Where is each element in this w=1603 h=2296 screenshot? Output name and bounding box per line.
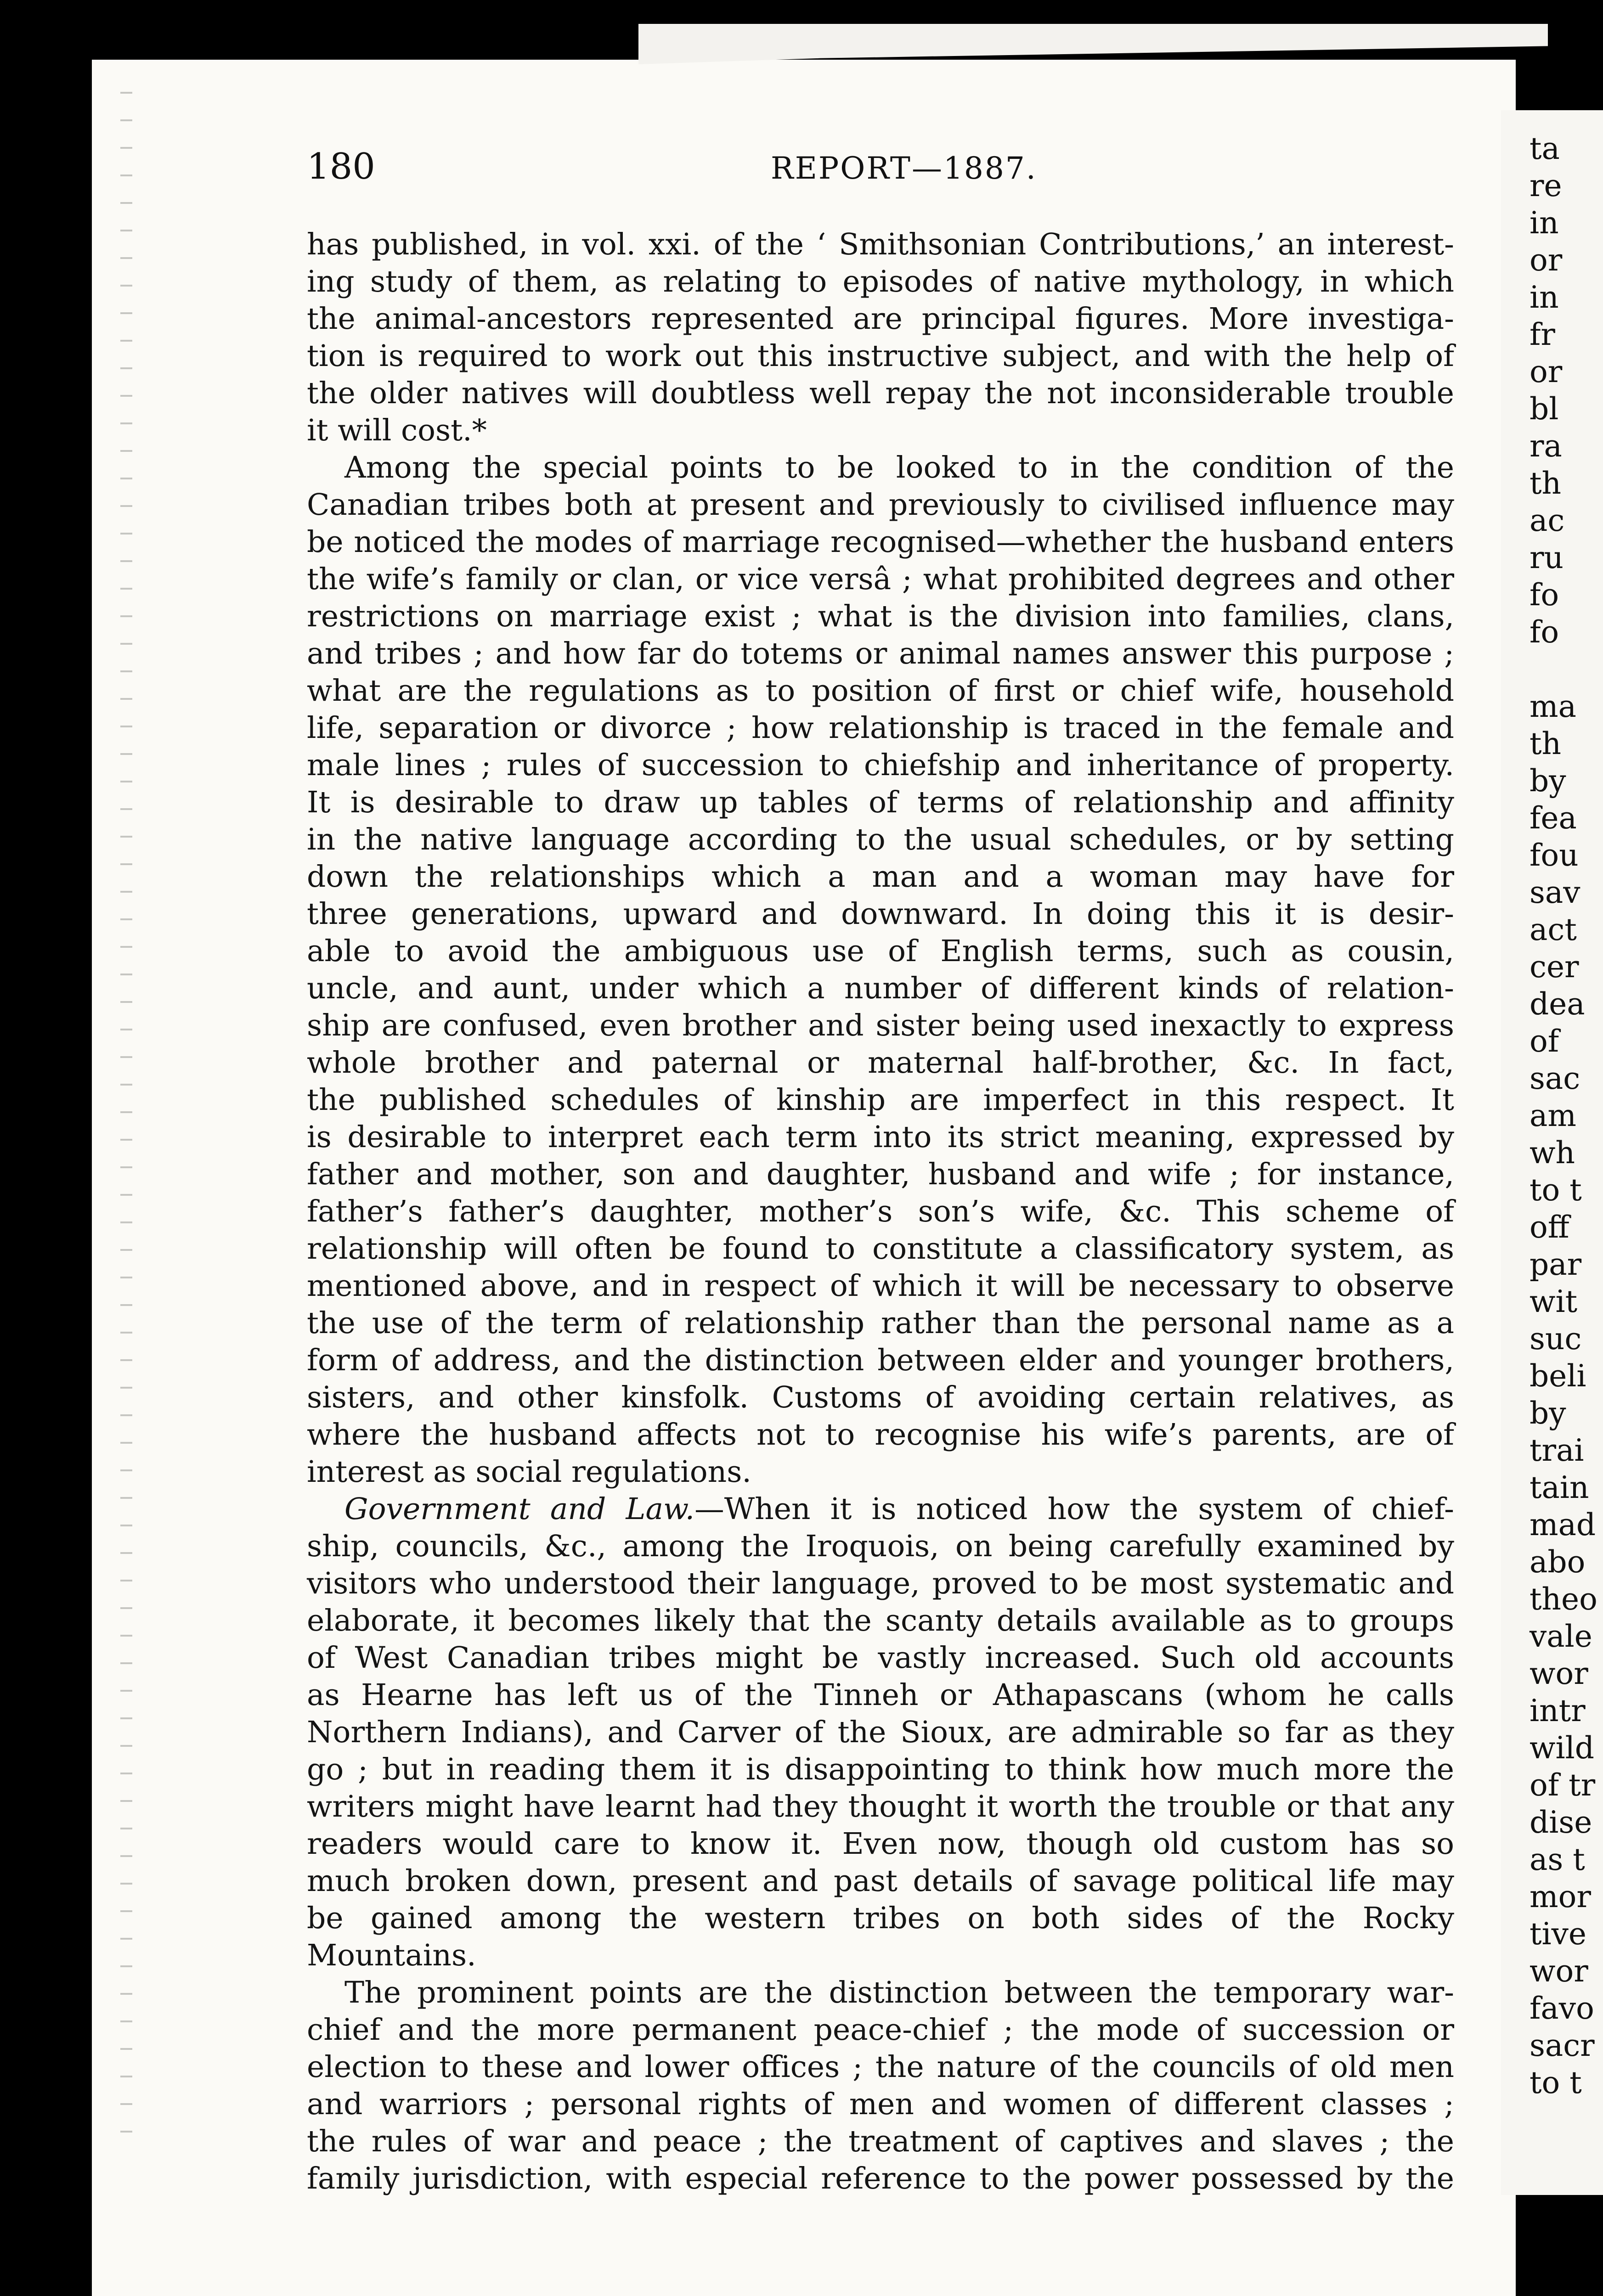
text-line: [307, 1825, 1454, 1863]
adjacent-page-word-fragment: suc: [1530, 1321, 1582, 1356]
adjacent-page-word-fragment: fr: [1530, 317, 1555, 352]
adjacent-page-word-fragment: th: [1530, 726, 1562, 761]
text-line: [307, 1230, 1454, 1267]
line-text: three generations, upward and downward. In doing this it is desir-: [307, 897, 1454, 931]
adjacent-page-word-fragment: ma: [1530, 689, 1576, 724]
line-text: the use of the term of relationship rather than the personal name as a: [307, 1306, 1454, 1340]
line-text: and warriors ; personal rights of men and women of different classes ;: [307, 2087, 1454, 2122]
line-text: elaborate, it becomes likely that the scanty details available as to groups: [307, 1604, 1454, 1638]
adjacent-page-word-fragment: fo: [1530, 577, 1559, 613]
adjacent-page-word-fragment: fo: [1530, 614, 1559, 650]
text-line: [307, 933, 1454, 970]
adjacent-page-word-fragment: as t: [1530, 1842, 1585, 1877]
line-text: ing study of them, as relating to episodes of native mythology, in which: [307, 264, 1454, 299]
line-text: Among the special points to be looked to in the condition of the: [344, 450, 1454, 485]
text-line: [307, 1528, 1454, 1565]
adjacent-page-word-fragment: favo: [1530, 1991, 1594, 2026]
text-line: [307, 449, 1454, 486]
text-line: [307, 970, 1454, 1007]
line-text: Mountains.: [307, 1938, 476, 1973]
line-text: form of address, and the distinction between elder and younger brothers,: [307, 1343, 1454, 1378]
text-line: [307, 635, 1454, 672]
text-line: [307, 2048, 1454, 2086]
text-line: [307, 561, 1454, 598]
line-text: ship are confused, even brother and sister being used inexactly to express: [307, 1008, 1454, 1043]
line-text: chief and the more permanent peace-chief ; the mode of succession or: [307, 2013, 1454, 2047]
adjacent-page-word-fragment: wit: [1530, 1284, 1578, 1319]
text-line: [307, 1751, 1454, 1788]
text-line: [307, 1416, 1454, 1453]
section-title: Government and Law.: [344, 1492, 695, 1526]
line-text: has published, in vol. xxi. of the ‘ Smithsonian Contributions,’ an interest-: [307, 227, 1454, 262]
line-text: readers would care to know it. Even now, though old custom has so: [307, 1827, 1454, 1861]
text-line: [307, 784, 1454, 821]
line-text: the published schedules of kinship are imperfect in this respect. It: [307, 1083, 1454, 1117]
line-text: of West Canadian tribes might be vastly increased. Such old accounts: [307, 1641, 1454, 1675]
text-line: [307, 1639, 1454, 1677]
text-line: [307, 1788, 1454, 1825]
text-line: [307, 1007, 1454, 1044]
adjacent-page-word-fragment: dea: [1530, 986, 1585, 1022]
adjacent-page-word-fragment: of tr: [1530, 1767, 1596, 1803]
adjacent-page-word-fragment: par: [1530, 1247, 1582, 1282]
body-text: [307, 226, 1454, 2197]
line-text: whole brother and paternal or maternal half-brother, &c. In fact,: [307, 1046, 1454, 1080]
adjacent-page-word-fragment: ra: [1530, 428, 1562, 464]
text-line: [307, 1900, 1454, 1937]
text-line: [307, 747, 1454, 784]
line-text: much broken down, present and past details of savage political life may: [307, 1864, 1454, 1898]
text-line: [307, 523, 1454, 561]
text-line: [307, 895, 1454, 933]
text-line: [307, 1714, 1454, 1751]
adjacent-page-word-fragment: to t: [1530, 1172, 1582, 1208]
text-line: [307, 1267, 1454, 1305]
text-line: [307, 1863, 1454, 1900]
adjacent-page-word-fragment: by: [1530, 763, 1566, 799]
adjacent-page-word-fragment: sav: [1530, 875, 1580, 910]
text-line: [307, 709, 1454, 747]
line-text: and tribes ; and how far do totems or animal names answer this purpose ;: [307, 636, 1454, 671]
text-line: [307, 226, 1454, 263]
page-number: 180: [307, 146, 375, 187]
line-text: It is desirable to draw up tables of terms of relationship and affinity: [307, 785, 1454, 820]
text-line: [307, 1602, 1454, 1639]
adjacent-page-word-fragment: act: [1530, 912, 1577, 947]
line-text: The prominent points are the distinction between the temporary war-: [344, 1975, 1454, 2010]
adjacent-page-word-fragment: wh: [1530, 1135, 1575, 1171]
text-line: [307, 1342, 1454, 1379]
text-line: [307, 858, 1454, 895]
line-text: where the husband affects not to recognise his wife’s parents, are of: [307, 1418, 1454, 1452]
line-text: the wife’s family or clan, or vice versâ ; what prohibited degrees and other: [307, 562, 1454, 597]
adjacent-page-word-fragment: re: [1530, 168, 1562, 203]
line-text: it will cost.*: [307, 413, 487, 448]
adjacent-page-word-fragment: am: [1530, 1098, 1576, 1133]
adjacent-page-word-fragment: or: [1530, 242, 1563, 278]
line-text: tion is required to work out this instructive subject, and with the help of: [307, 339, 1454, 373]
text-line: [307, 2160, 1454, 2197]
line-text: restrictions on marriage exist ; what is the division into families, clans,: [307, 599, 1454, 634]
line-text: visitors who understood their language, proved to be most systematic and: [307, 1566, 1454, 1601]
running-head: REPORT—1887.: [771, 151, 1037, 186]
text-line: [307, 1193, 1454, 1230]
adjacent-page-word-fragment: off: [1530, 1210, 1569, 1245]
line-text: go ; but in reading them it is disappointing to think how much more the: [307, 1752, 1454, 1787]
adjacent-page-word-fragment: dise: [1530, 1805, 1592, 1840]
adjacent-page-word-fragment: abo: [1530, 1544, 1586, 1580]
line-text: father’s father’s daughter, mother’s son’s wife, &c. This scheme of: [307, 1194, 1454, 1229]
line-text: in the native language according to the usual schedules, or by setting: [307, 822, 1454, 857]
adjacent-page-word-fragment: intr: [1530, 1693, 1586, 1728]
text-line: [307, 2123, 1454, 2160]
line-text: interest as social regulations.: [307, 1455, 751, 1489]
adjacent-page-word-fragment: mad: [1530, 1507, 1596, 1542]
adjacent-page-word-fragment: fou: [1530, 838, 1579, 873]
text-line: [307, 1974, 1454, 2011]
adjacent-page-word-fragment: to t: [1530, 2065, 1582, 2100]
line-text: father and mother, son and daughter, husband and wife ; for instance,: [307, 1157, 1454, 1192]
line-text: able to avoid the ambiguous use of English terms, such as cousin,: [307, 934, 1454, 968]
adjacent-page-word-fragment: sacr: [1530, 2028, 1595, 2063]
text-line: [307, 1491, 1454, 1528]
adjacent-page-word-fragment: wild: [1530, 1730, 1594, 1766]
adjacent-page-word-fragment: by: [1530, 1396, 1566, 1431]
adjacent-page-word-fragment: vale: [1530, 1619, 1592, 1654]
line-text: writers might have learnt had they thought it worth the trouble or that any: [307, 1790, 1454, 1824]
adjacent-page-word-fragment: wor: [1530, 1953, 1588, 1989]
line-text: election to these and lower offices ; the nature of the councils of old men: [307, 2050, 1454, 2084]
line-text: Canadian tribes both at present and previously to civilised influence may: [307, 488, 1454, 522]
text-line: [307, 1305, 1454, 1342]
adjacent-page-word-fragment: tain: [1530, 1470, 1589, 1505]
line-text: —When it is noticed how the system of chief-: [694, 1492, 1454, 1526]
torn-paper-strip: [638, 24, 1548, 64]
line-text: the animal-ancestors represented are principal figures. More investiga-: [307, 302, 1454, 336]
text-line: [307, 300, 1454, 338]
text-line: [307, 1565, 1454, 1602]
adjacent-page-word-fragment: th: [1530, 466, 1562, 501]
line-text: the older natives will doubtless well repay the not inconsiderable trouble: [307, 376, 1454, 411]
text-line: [307, 1453, 1454, 1491]
text-line: [307, 375, 1454, 412]
line-text: family jurisdiction, with especial reference to the power possessed by the: [307, 2161, 1454, 2196]
text-line: [307, 1119, 1454, 1156]
line-text: the rules of war and peace ; the treatment of captives and slaves ; the: [307, 2124, 1454, 2159]
adjacent-page-fragment: [1501, 110, 1603, 2195]
adjacent-page-word-fragment: in: [1530, 205, 1559, 241]
adjacent-page-word-fragment: trai: [1530, 1433, 1584, 1468]
text-line: [307, 598, 1454, 635]
line-text: life, separation or divorce ; how relationship is traced in the female and: [307, 711, 1454, 745]
text-line: [307, 338, 1454, 375]
adjacent-page-word-fragment: in: [1530, 280, 1559, 315]
text-line: [307, 263, 1454, 300]
adjacent-page-word-fragment: of: [1530, 1024, 1559, 1059]
text-line: [307, 2011, 1454, 2048]
adjacent-page-word-fragment: mor: [1530, 1879, 1591, 1914]
line-text: be gained among the western tribes on both sides of the Rocky: [307, 1901, 1454, 1936]
text-line: [307, 486, 1454, 523]
text-line: [307, 1156, 1454, 1193]
line-text: male lines ; rules of succession to chiefship and inheritance of property.: [307, 748, 1454, 782]
adjacent-page-word-fragment: or: [1530, 354, 1563, 389]
adjacent-page-word-fragment: sac: [1530, 1061, 1580, 1096]
line-text: mentioned above, and in respect of which it will be necessary to observe: [307, 1269, 1454, 1303]
line-text: sisters, and other kinsfolk. Customs of avoiding certain relatives, as: [307, 1380, 1454, 1415]
text-line: [307, 672, 1454, 709]
adjacent-page-word-fragment: wor: [1530, 1656, 1588, 1691]
adjacent-page-word-fragment: theo: [1530, 1581, 1597, 1617]
text-line: [307, 1379, 1454, 1416]
adjacent-page-word-fragment: cer: [1530, 949, 1579, 985]
line-text: what are the regulations as to position of first or chief wife, household: [307, 674, 1454, 708]
line-text: be noticed the modes of marriage recognised—whether the husband enters: [307, 525, 1454, 559]
text-line: [307, 1937, 1454, 1974]
adjacent-page-word-fragment: ru: [1530, 540, 1564, 575]
adjacent-page-word-fragment: tive: [1530, 1916, 1586, 1952]
line-text: ship, councils, &c., among the Iroquois, on being carefully examined by: [307, 1529, 1454, 1564]
adjacent-page-word-fragment: bl: [1530, 391, 1559, 427]
line-text: uncle, and aunt, under which a number of different kinds of relation-: [307, 971, 1454, 1006]
adjacent-page-word-fragment: fea: [1530, 800, 1577, 836]
adjacent-page-word-fragment: ta: [1530, 131, 1560, 166]
line-text: relationship will often be found to constitute a classificatory system, as: [307, 1232, 1454, 1266]
text-line: [307, 821, 1454, 858]
text-line: [307, 2086, 1454, 2123]
margin-scan-noise: [120, 92, 132, 2158]
text-line: [307, 1044, 1454, 1081]
line-text: Northern Indians), and Carver of the Sioux, are admirable so far as they: [307, 1715, 1454, 1750]
adjacent-page-word-fragment: ac: [1530, 503, 1565, 538]
page-header: [307, 146, 1455, 192]
line-text: as Hearne has left us of the Tinneh or Athapascans (whom he calls: [307, 1678, 1454, 1712]
line-text: is desirable to interpret each term into its strict meaning, expressed by: [307, 1120, 1454, 1154]
text-line: [307, 1081, 1454, 1119]
adjacent-page-word-fragment: beli: [1530, 1358, 1586, 1394]
text-line: [307, 1677, 1454, 1714]
text-line: [307, 412, 1454, 449]
line-text: down the relationships which a man and a woman may have for: [307, 860, 1454, 894]
